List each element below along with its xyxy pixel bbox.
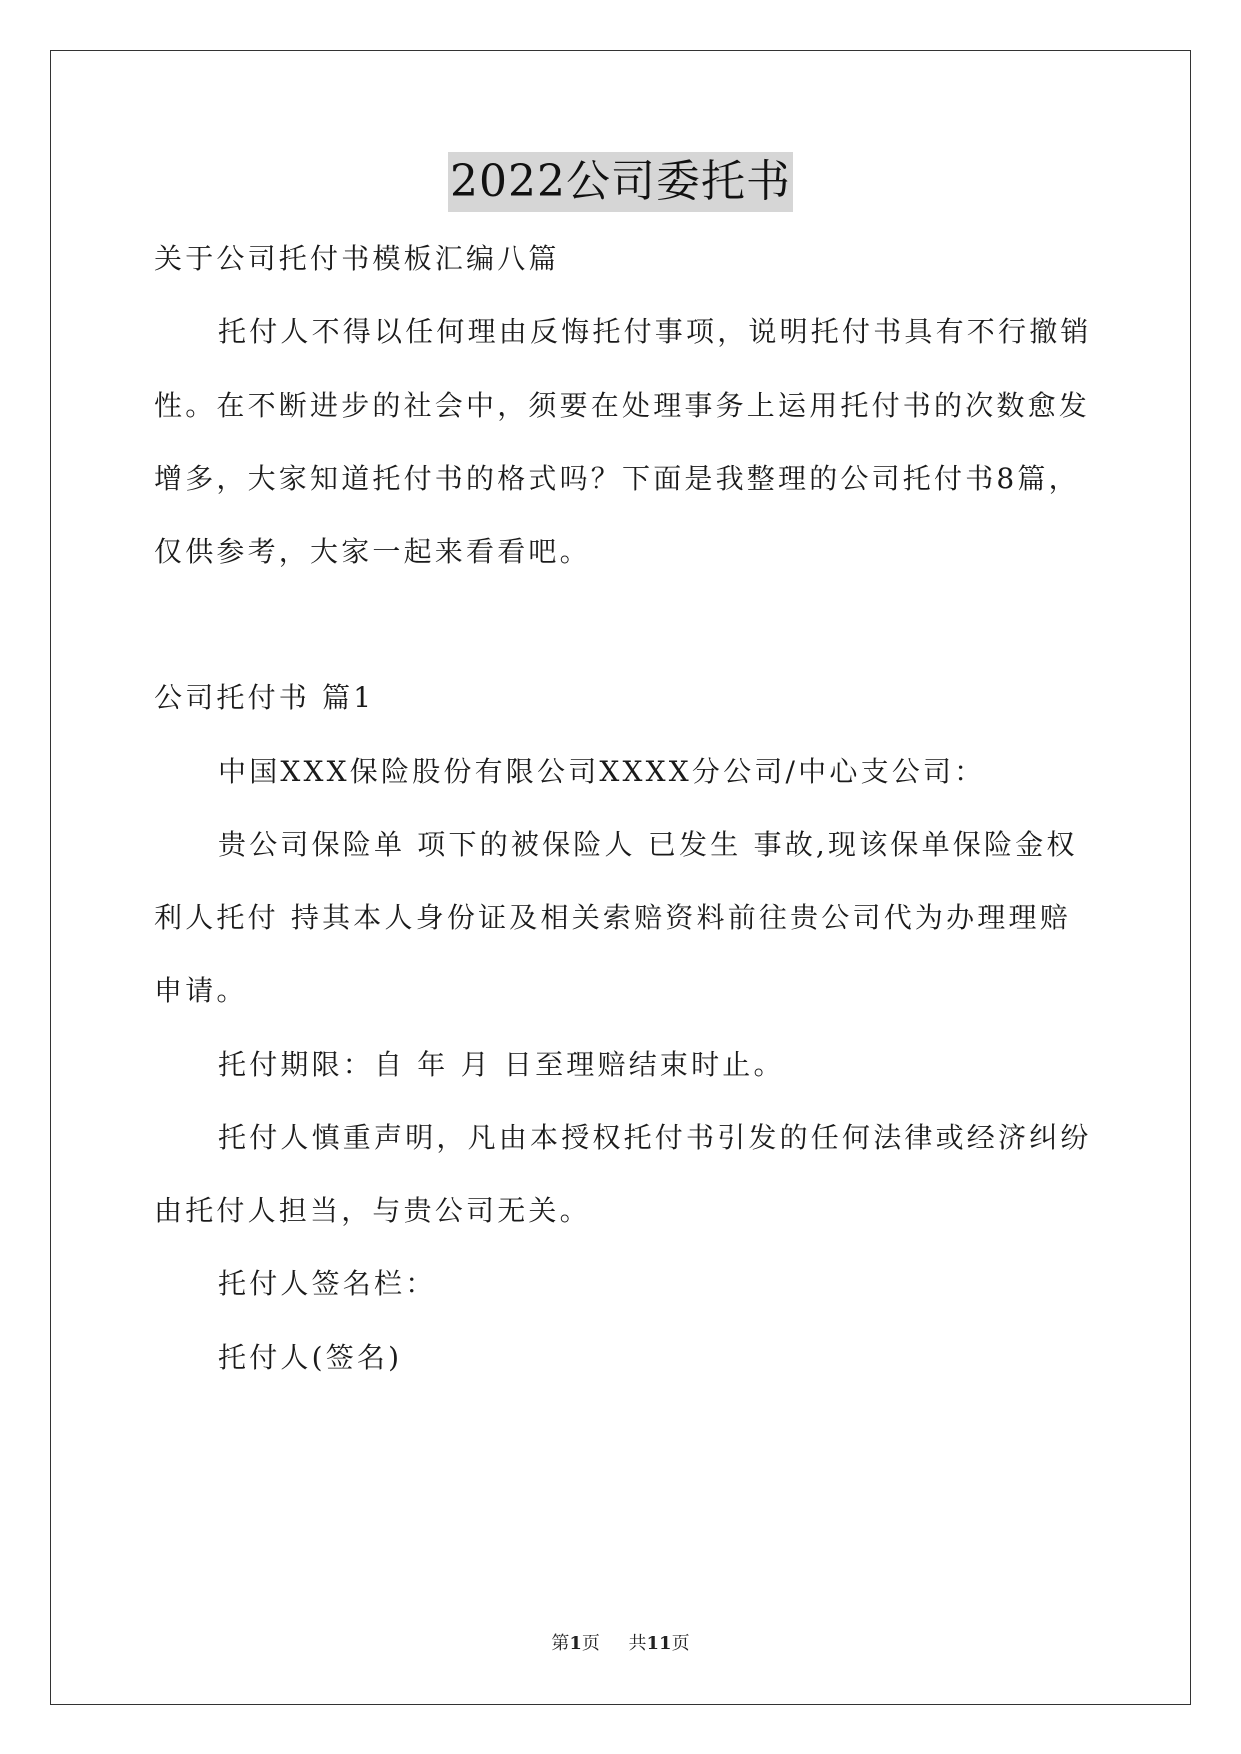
footer-total-pages: 11 xyxy=(646,1633,672,1654)
body-line-7: 由托付人担当，与贵公司无关。 xyxy=(154,1194,591,1227)
footer-total-suffix: 页 xyxy=(671,1633,690,1654)
intro-line-4: 仅供参考，大家一起来看看吧。 xyxy=(154,535,591,568)
footer-page-prefix: 第 xyxy=(551,1633,570,1654)
body-line-5: 托付期限：自 年 月 日至理赔结束时止。 xyxy=(218,1048,785,1081)
body-line-6: 托付人慎重声明，凡由本授权托付书引发的任何法律或经济纠纷 xyxy=(218,1121,1092,1154)
body-line-3: 利人托付 持其本人身份证及相关索赔资料前往贵公司代为办理理赔 xyxy=(154,901,1071,934)
body-line-8: 托付人签名栏： xyxy=(218,1267,437,1300)
section-heading: 公司托付书 篇1 xyxy=(154,681,375,714)
intro-line-3: 增多，大家知道托付书的格式吗？下面是我整理的公司托付书8篇， xyxy=(154,462,1080,495)
title-container xyxy=(0,152,1241,212)
intro-line-2: 性。在不断进步的社会中，须要在处理事务上运用托付书的次数愈发 xyxy=(154,389,1091,422)
document-title: 2022公司委托书 xyxy=(448,152,793,212)
body-line-2: 贵公司保险单 项下的被保险人 已发生 事故,现该保单保险金权 xyxy=(218,828,1078,861)
page-footer xyxy=(0,1632,1241,1656)
body-line-9: 托付人(签名) xyxy=(218,1341,403,1374)
footer-page-number: 1 xyxy=(569,1633,582,1654)
intro-line-1: 托付人不得以任何理由反悔托付事项，说明托付书具有不行撤销 xyxy=(218,315,1092,348)
body-line-1: 中国XXX保险股份有限公司XXXX分公司/中心支公司： xyxy=(218,755,986,788)
footer-page-suffix: 页 xyxy=(581,1633,600,1654)
footer-total-prefix: 共 xyxy=(628,1633,647,1654)
body-line-4: 申请。 xyxy=(154,974,248,1007)
page-border xyxy=(50,50,1191,1705)
document-subtitle: 关于公司托付书模板汇编八篇 xyxy=(154,242,560,275)
